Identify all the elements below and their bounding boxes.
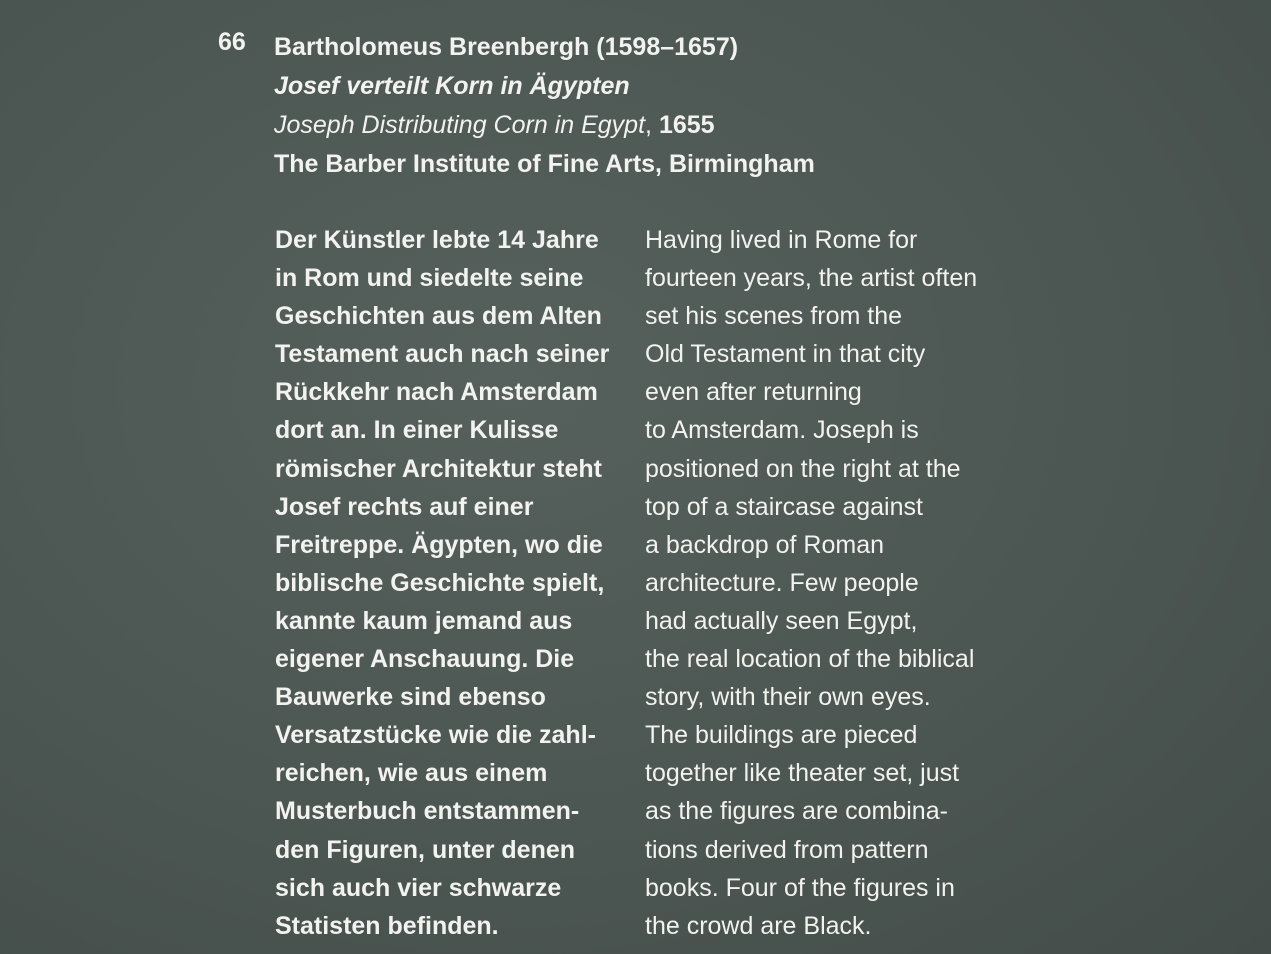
text-line: eigener Anschauung. Die bbox=[275, 645, 575, 674]
text-line: the real location of the biblical bbox=[645, 645, 975, 674]
text-line: The buildings are pieced bbox=[645, 721, 918, 750]
text-line: kannte kaum jemand aus bbox=[275, 606, 573, 635]
label-header bbox=[274, 28, 815, 184]
text-line: even after returning bbox=[645, 378, 862, 407]
german-text bbox=[275, 221, 609, 945]
text-line: the crowd are Black. bbox=[645, 911, 872, 940]
title-english-line: Joseph Distributing Corn in Egypt, 1655 bbox=[274, 111, 715, 139]
text-line: Freitreppe. Ägypten, wo die bbox=[275, 530, 603, 559]
text-line: as the figures are combina- bbox=[645, 797, 948, 826]
title-german: Josef verteilt Korn in Ägypten bbox=[274, 72, 630, 100]
collection: The Barber Institute of Fine Arts, Birmingham bbox=[274, 150, 815, 178]
text-line: books. Four of the figures in bbox=[645, 873, 955, 902]
text-line: sich auch vier schwarze bbox=[275, 873, 562, 902]
text-line: a backdrop of Roman bbox=[645, 530, 885, 559]
text-line: Musterbuch entstammen- bbox=[275, 797, 580, 826]
text-line: Rückkehr nach Amsterdam bbox=[275, 378, 598, 407]
text-line: Josef rechts auf einer bbox=[275, 492, 534, 521]
text-line: in Rom und siedelte seine bbox=[275, 264, 584, 293]
text-line: Having lived in Rome for bbox=[645, 226, 918, 254]
text-line: dort an. In einer Kulisse bbox=[275, 416, 559, 445]
text-line: Der Künstler lebte 14 Jahre bbox=[275, 226, 599, 254]
text-line: together like theater set, just bbox=[645, 759, 960, 788]
text-line: positioned on the right at the bbox=[645, 454, 961, 483]
text-line: story, with their own eyes. bbox=[645, 683, 931, 712]
text-line: to Amsterdam. Joseph is bbox=[645, 416, 919, 445]
text-line: biblische Geschichte spielt, bbox=[275, 568, 605, 597]
text-line: Statisten befinden. bbox=[275, 911, 499, 940]
artist-name: Bartholomeus Breenbergh (1598–1657) bbox=[274, 33, 739, 61]
text-line: Testament auch nach seiner bbox=[275, 340, 610, 369]
text-line: set his scenes from the bbox=[645, 302, 903, 331]
text-line: Bauwerke sind ebenso bbox=[275, 683, 546, 712]
text-line: den Figuren, unter denen bbox=[275, 835, 576, 864]
year: 1655 bbox=[658, 111, 715, 139]
text-line: architecture. Few people bbox=[645, 568, 919, 597]
text-line: Versatzstücke wie die zahl- bbox=[275, 721, 596, 750]
title-english: Joseph Distributing Corn in Egypt bbox=[274, 111, 646, 139]
catalogue-number: 66 bbox=[218, 28, 246, 56]
text-line: had actually seen Egypt, bbox=[645, 606, 918, 635]
text-line: top of a staircase against bbox=[645, 492, 923, 521]
text-line: reichen, wie aus einem bbox=[275, 759, 548, 788]
english-text bbox=[645, 221, 977, 945]
text-line: Geschichten aus dem Alten bbox=[275, 302, 602, 331]
text-line: Old Testament in that city bbox=[645, 340, 926, 369]
text-line: fourteen years, the artist often bbox=[645, 264, 978, 293]
text-line: tions derived from pattern bbox=[645, 835, 929, 864]
text-line: römischer Architektur steht bbox=[275, 454, 602, 483]
